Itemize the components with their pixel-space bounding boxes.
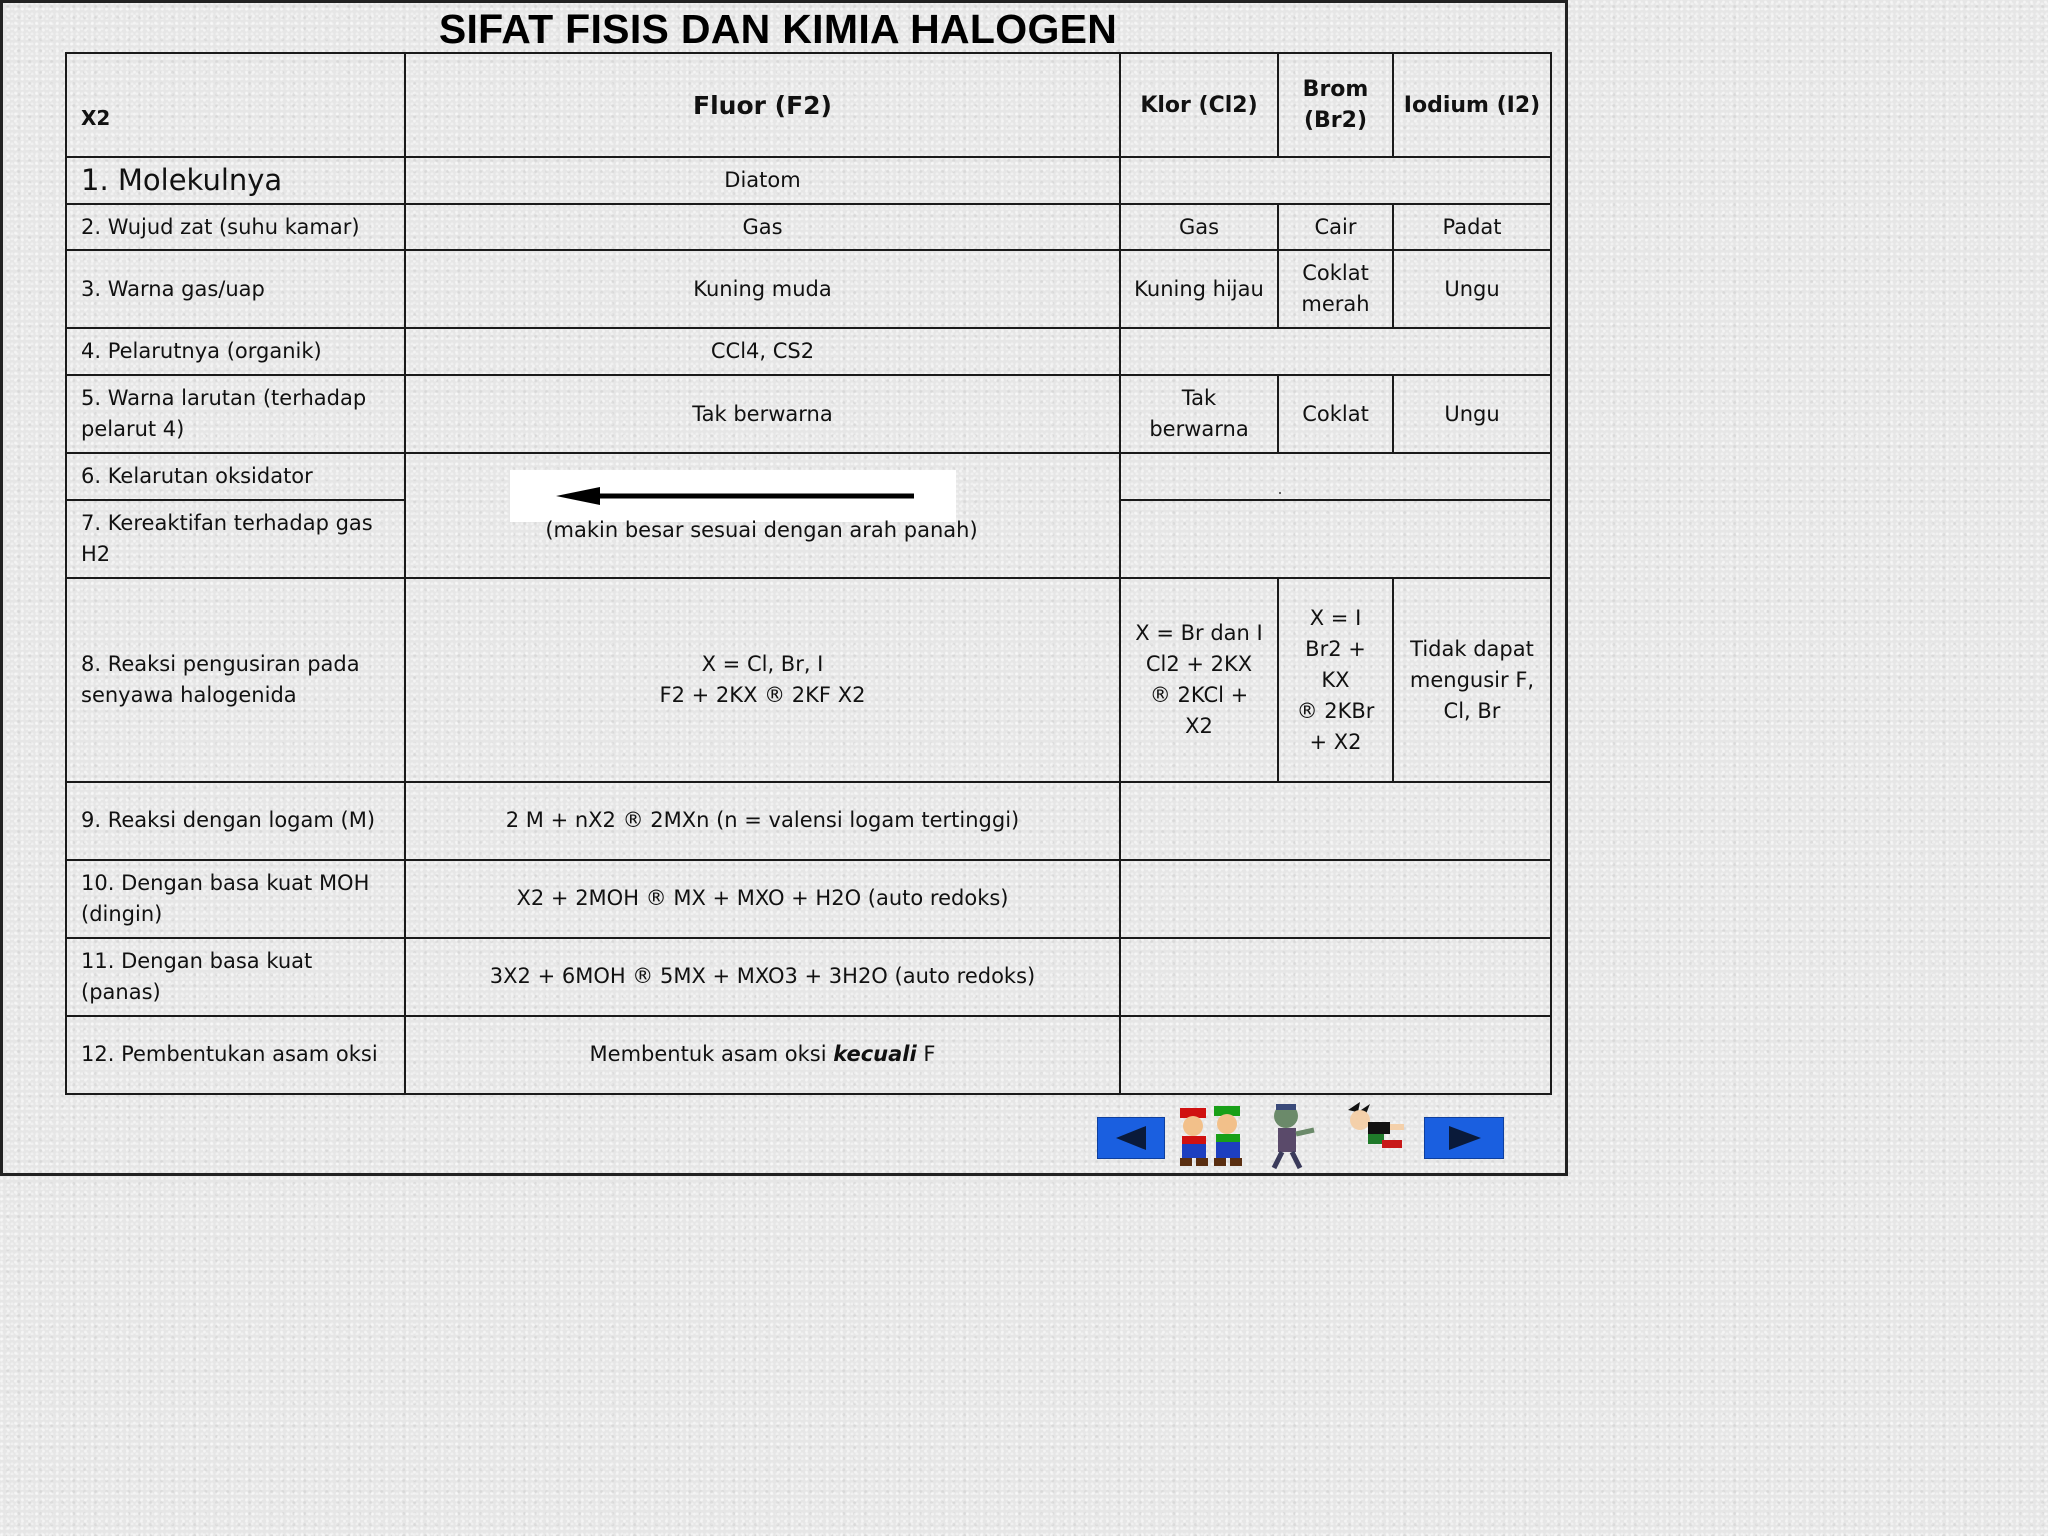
cell-brom: Coklat merah [1278, 250, 1393, 328]
table-header-row [66, 53, 1551, 157]
cell-klor: Gas [1120, 204, 1278, 250]
row-label: 9. Reaksi dengan logam (M) [66, 782, 405, 860]
cell-iodium: Ungu [1393, 250, 1551, 328]
mario-luigi-icon [1172, 1100, 1248, 1172]
row-label: 7. Kereaktifan terhadap gas H2 [66, 500, 405, 578]
cell-empty [1120, 860, 1551, 938]
row-label: 12. Pembentukan asam oksi [66, 1016, 405, 1094]
row-label: 3. Warna gas/uap [66, 250, 405, 328]
fluor-line: F2 + 2KX ® 2KF X2 [659, 683, 866, 707]
brom-line: KX [1321, 667, 1350, 692]
cell-klor: Tak berwarna [1120, 375, 1278, 453]
table-row [66, 578, 1551, 781]
page-title: SIFAT FISIS DAN KIMIA HALOGEN [438, 6, 1118, 52]
halogen-properties-table [65, 52, 1552, 1095]
fluor-text: Membentuk asam oksi [589, 1042, 834, 1067]
cell-fluor: Gas [405, 204, 1120, 250]
klor-line: X = Br dan I [1135, 621, 1263, 645]
brom-line: + X2 [1309, 729, 1362, 754]
table-row [66, 204, 1551, 250]
cell-iodium: Tidak dapat mengusir F, Cl, Br [1393, 578, 1551, 781]
cell-iodium: Ungu [1393, 375, 1551, 453]
previous-slide-button[interactable] [1097, 1117, 1165, 1159]
cell-empty [1120, 157, 1551, 204]
triangle-right-icon [1425, 1118, 1503, 1158]
header-iodium: Iodium (I2) [1393, 53, 1551, 157]
header-klor: Klor (Cl2) [1120, 53, 1278, 157]
row-label: 1. Molekulnya [66, 157, 405, 204]
table-row [66, 328, 1551, 375]
header-brom: Brom (Br2) [1278, 53, 1393, 157]
cell-brom: Coklat [1278, 375, 1393, 453]
klor-line: ® 2KCl + [1149, 683, 1249, 707]
table-row [66, 860, 1551, 938]
cell-empty [1120, 500, 1551, 578]
brom-line: X = I [1309, 605, 1362, 630]
cell-fluor: 2 M + nX2 ® 2MXn (n = valensi logam tertinggi) [405, 782, 1120, 860]
row-label: 5. Warna larutan (terhadap pelarut 4) [66, 375, 405, 453]
brom-line: Br2 + [1305, 636, 1366, 661]
cell-iodium: Padat [1393, 204, 1551, 250]
triangle-left-icon [1098, 1118, 1164, 1158]
next-slide-button[interactable] [1424, 1117, 1504, 1159]
header-x2: X2 [66, 53, 405, 157]
brom-line: ® 2KBr [1296, 698, 1375, 723]
cell-empty [1120, 782, 1551, 860]
klor-line: Cl2 + 2KX [1145, 652, 1253, 676]
cell-fluor: 3X2 + 6MOH ® 5MX + MXO3 + 3H2O (auto redoks) [405, 938, 1120, 1016]
cell-empty [1120, 453, 1551, 500]
emphasis-text: kecuali [833, 1042, 917, 1067]
table-row [66, 157, 1551, 204]
fluor-line: X = Cl, Br, I [701, 652, 824, 676]
cell-fluor: X2 + 2MOH ® MX + MXO + H2O (auto redoks) [405, 860, 1120, 938]
cell-klor: Kuning hijau [1120, 250, 1278, 328]
speck [1279, 492, 1281, 494]
cell-fluor: Kuning muda [405, 250, 1120, 328]
table-row [66, 250, 1551, 328]
table-row [66, 375, 1551, 453]
row-label: 2. Wujud zat (suhu kamar) [66, 204, 405, 250]
cell-klor [1120, 578, 1278, 781]
cell-empty [1120, 938, 1551, 1016]
zombie-icon [1262, 1100, 1322, 1172]
cell-empty [1120, 1016, 1551, 1094]
row-label: 6. Kelarutan oksidator [66, 453, 405, 500]
table-row [66, 782, 1551, 860]
cell-brom [1278, 578, 1393, 781]
table-row [66, 938, 1551, 1016]
klor-line: X2 [1185, 714, 1213, 738]
cell-fluor: Diatom [405, 157, 1120, 204]
row-label: 4. Pelarutnya (organik) [66, 328, 405, 375]
arrow-caption: (makin besar sesuai dengan arah panah) [545, 518, 978, 542]
cell-fluor [405, 1016, 1120, 1094]
astro-boy-icon [1338, 1100, 1410, 1160]
fluor-text: F [916, 1042, 936, 1067]
row-label: 8. Reaksi pengusiran pada senyawa halogenida [66, 578, 405, 781]
cell-fluor: CCl4, CS2 [405, 328, 1120, 375]
cell-brom: Cair [1278, 204, 1393, 250]
header-fluor: Fluor (F2) [405, 53, 1120, 157]
table-row [66, 1016, 1551, 1094]
cell-fluor: Tak berwarna [405, 375, 1120, 453]
cell-empty [1120, 328, 1551, 375]
row-label: 10. Dengan basa kuat MOH (dingin) [66, 860, 405, 938]
cell-fluor [405, 578, 1120, 781]
row-label: 11. Dengan basa kuat (panas) [66, 938, 405, 1016]
